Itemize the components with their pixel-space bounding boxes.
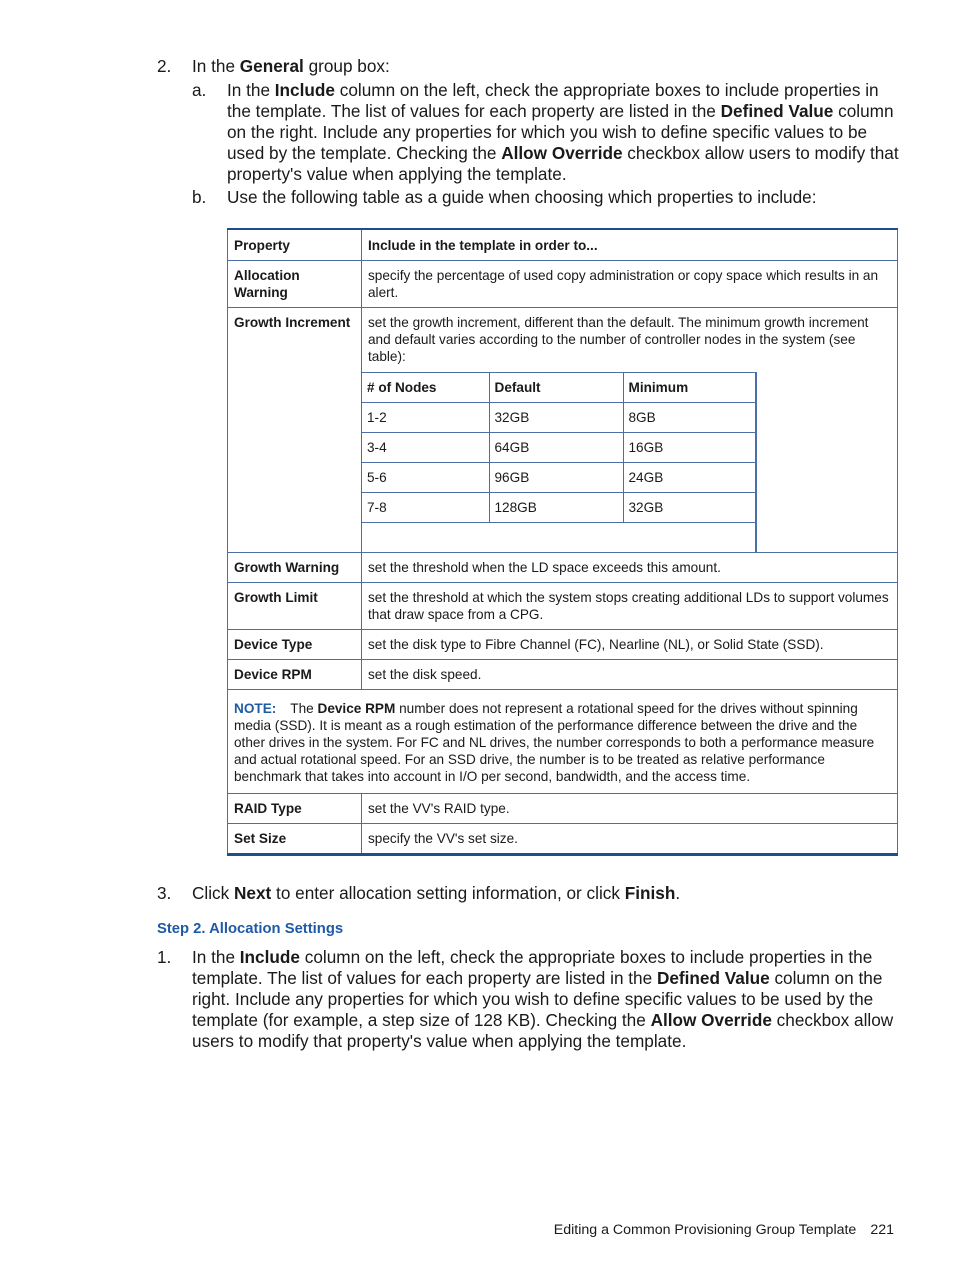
table-row bbox=[228, 261, 898, 308]
property-description: set the threshold when the LD space exceeds this amount. bbox=[362, 553, 898, 583]
property-name: Device Type bbox=[228, 630, 362, 660]
nodes-table-right-border bbox=[755, 372, 756, 552]
nodes-cell: 16GB bbox=[623, 433, 756, 463]
property-name: RAID Type bbox=[228, 794, 362, 824]
table-row bbox=[228, 553, 898, 583]
property-name: Growth Limit bbox=[228, 583, 362, 630]
note-row bbox=[228, 690, 898, 794]
property-description bbox=[362, 308, 898, 553]
header-property: Property bbox=[228, 229, 362, 261]
footer-title: Editing a Common Provisioning Group Template bbox=[553, 1222, 857, 1238]
text-run: . bbox=[675, 883, 681, 903]
text-run: Click bbox=[192, 883, 235, 903]
nodes-cell: 24GB bbox=[623, 463, 756, 493]
nodes-cell: 32GB bbox=[623, 493, 756, 523]
table-row bbox=[228, 824, 898, 855]
nodes-row-empty bbox=[362, 523, 756, 553]
nodes-cell: 8GB bbox=[623, 403, 756, 433]
property-description: set the threshold at which the system stops creating additional LDs to support volumes that draw space from a CPG. bbox=[362, 583, 898, 630]
nodes-table bbox=[362, 372, 757, 553]
bold-term: Next bbox=[234, 883, 272, 903]
bold-term: Include bbox=[274, 80, 335, 100]
property-name: Growth Warning bbox=[228, 553, 362, 583]
text-run: The bbox=[290, 701, 318, 716]
text-run: column on the right. Include any properties for which you wish to define specific values to be used by the template (for example, a step size of 128 KB). Checking the bbox=[192, 968, 883, 1030]
nodes-cell: 1-2 bbox=[362, 403, 489, 433]
text-run: In the bbox=[192, 56, 240, 76]
text-run: column on the left, check the appropriate boxes to include properties in the template. The list of values for each property are listed in the bbox=[192, 947, 873, 988]
bold-term: Device RPM bbox=[317, 701, 396, 716]
property-description: set the disk speed. bbox=[362, 660, 898, 690]
page-footer bbox=[520, 1222, 894, 1238]
list-number: 3. bbox=[157, 883, 172, 903]
nodes-header-row bbox=[362, 373, 756, 403]
nodes-table-wrapper bbox=[362, 372, 897, 552]
sub-item-label: a. bbox=[192, 80, 207, 100]
bold-term: Finish bbox=[624, 883, 676, 903]
nodes-cell: 64GB bbox=[489, 433, 623, 463]
bold-term: Include bbox=[239, 947, 300, 967]
nodes-cell: 3-4 bbox=[362, 433, 489, 463]
property-name: Set Size bbox=[228, 824, 362, 855]
list-number: 2. bbox=[157, 56, 172, 76]
note-label: NOTE: bbox=[234, 701, 277, 716]
sub-item-text: Use the following table as a guide when choosing which properties to include: bbox=[227, 187, 817, 207]
properties-table bbox=[227, 228, 898, 856]
bold-term: Defined Value bbox=[656, 968, 770, 988]
text-run: In the bbox=[192, 947, 240, 967]
property-name: Allocation Warning bbox=[228, 261, 362, 308]
list-number: 1. bbox=[157, 947, 172, 967]
table-row bbox=[228, 794, 898, 824]
page-number: 221 bbox=[870, 1222, 894, 1238]
note-box bbox=[228, 690, 898, 794]
text-run: In the bbox=[227, 80, 275, 100]
text-run: checkbox allow users to modify that property's value when applying the template. bbox=[227, 143, 899, 184]
nodes-empty-cell bbox=[362, 523, 756, 553]
property-description: set the disk type to Fibre Channel (FC), Nearline (NL), or Solid State (SSD). bbox=[362, 630, 898, 660]
table-row bbox=[228, 630, 898, 660]
text-run: column on the left, check the appropriate boxes to include properties in the template. The list of values for each property are listed in the bbox=[227, 80, 879, 121]
section-heading: Step 2. Allocation Settings bbox=[157, 921, 344, 937]
nodes-cell: 128GB bbox=[489, 493, 623, 523]
growth-increment-desc: set the growth increment, different than the default. The minimum growth increment and default varies according to the number of controller nodes in the system (see table): bbox=[368, 315, 869, 364]
text-run: column on the right. Include any properties for which you wish to define specific values to be used by the template. Checking the bbox=[227, 101, 894, 163]
nodes-row bbox=[362, 403, 756, 433]
nodes-header-cell: # of Nodes bbox=[362, 373, 489, 403]
list-item-text bbox=[192, 947, 897, 1052]
bold-term: Allow Override bbox=[501, 143, 623, 163]
nodes-row bbox=[362, 493, 756, 523]
table-row bbox=[228, 583, 898, 630]
header-include: Include in the template in order to... bbox=[362, 229, 898, 261]
nodes-row bbox=[362, 463, 756, 493]
property-description: specify the VV's set size. bbox=[362, 824, 898, 855]
nodes-header-cell: Minimum bbox=[623, 373, 756, 403]
list-item-text bbox=[192, 883, 680, 904]
nodes-cell: 96GB bbox=[489, 463, 623, 493]
list-item-text bbox=[192, 56, 897, 77]
nodes-cell: 5-6 bbox=[362, 463, 489, 493]
bold-term: Allow Override bbox=[650, 1010, 772, 1030]
property-description: set the VV's RAID type. bbox=[362, 794, 898, 824]
text-run: group box: bbox=[303, 56, 390, 76]
property-description: specify the percentage of used copy administration or copy space which results in an alert. bbox=[362, 261, 898, 308]
text-run: to enter allocation setting information, or click bbox=[271, 883, 625, 903]
property-name: Growth Increment bbox=[228, 308, 362, 553]
property-name: Device RPM bbox=[228, 660, 362, 690]
nodes-cell: 7-8 bbox=[362, 493, 489, 523]
bold-term: General bbox=[239, 56, 304, 76]
nodes-row bbox=[362, 433, 756, 463]
text-run: number does not represent a rotational speed for the drives without spinning media (SSD). It is meant as a rough estimation of the performance difference between the drive and the other drives in the system. For FC and NL drives, the number corresponds to both a performance measure and actual rotational speed. For an SSD drive, the number is to be treated as relative performance benchmark that takes into account in I/O per second, bandwidth, and the access time. bbox=[234, 701, 875, 784]
table-row bbox=[228, 660, 898, 690]
bold-term: Defined Value bbox=[720, 101, 834, 121]
table-row bbox=[228, 308, 898, 553]
text-run: checkbox allow users to modify that property's value when applying the template. bbox=[192, 1010, 894, 1051]
sub-item-label: b. bbox=[192, 187, 207, 207]
sub-item-text bbox=[227, 80, 899, 185]
nodes-header-cell: Default bbox=[489, 373, 623, 403]
table-header-row bbox=[228, 229, 898, 261]
nodes-cell: 32GB bbox=[489, 403, 623, 433]
